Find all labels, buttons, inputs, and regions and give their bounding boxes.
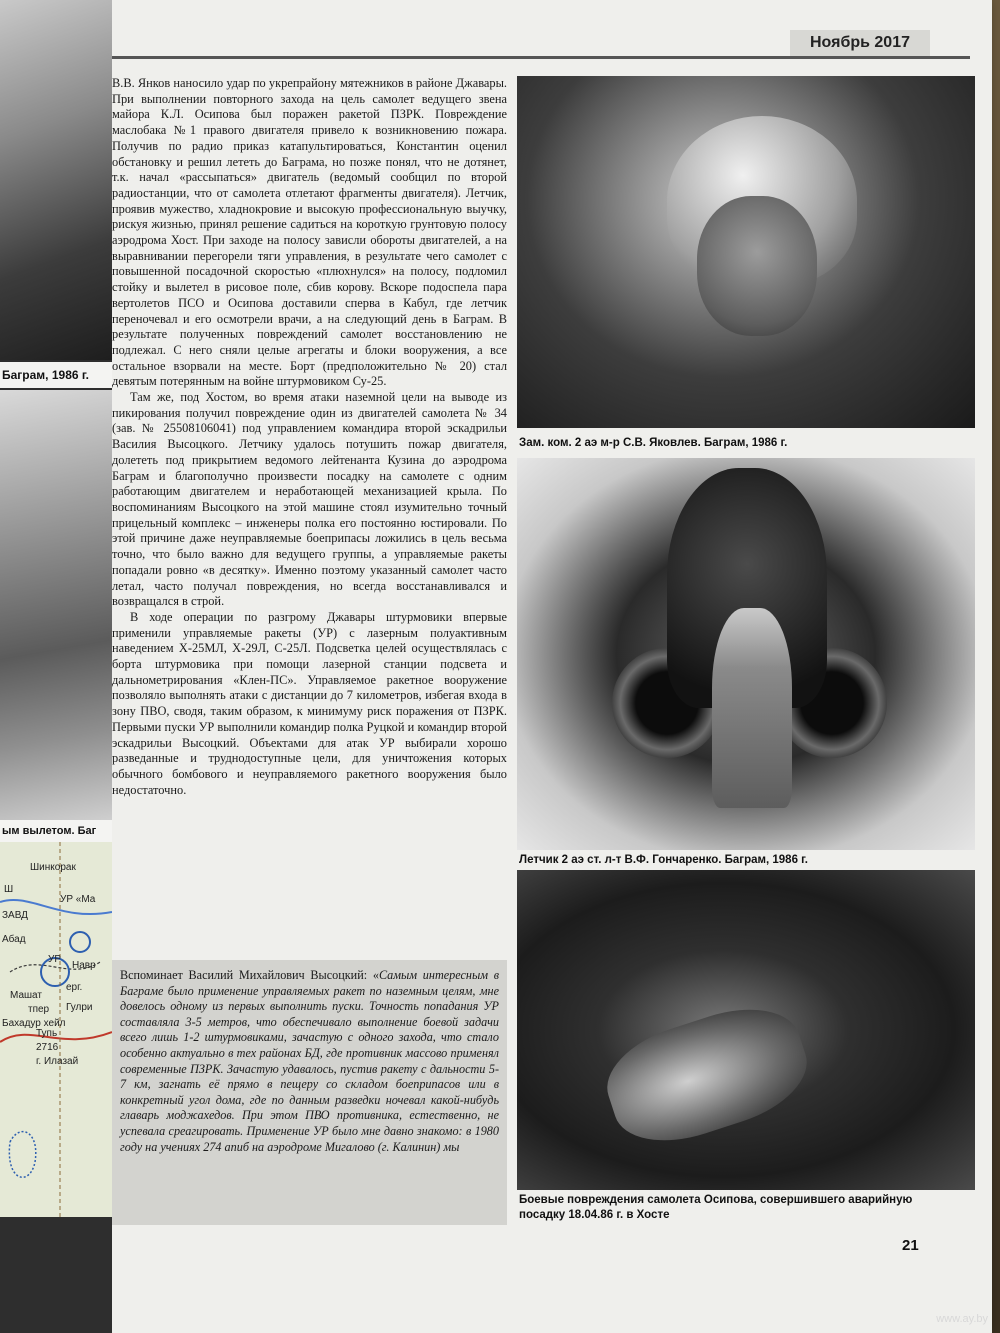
photo-caption-2: Летчик 2 аэ ст. л-т В.Ф. Гончаренко. Баграм, 1986 г. — [519, 854, 809, 866]
quote-text: Самым интересным в Баграме было применение управляемых ракет по наземным целям, мне довелось одному из первых выполнить пуски. Точность попадания УР составляла 3-5 метров, что обеспечивало выполнение боевой задачи всего лишь 1-2 штурмовиками, зачастую с одного захода, что стало особенно актуально в тех районах БД, где противник массово применял современные ПЗРК. Зачастую удавалось, пустив ракету с дальности 5-7 км, загнать её прямо в пещеру со складом боеприпасов или в конкретный угол дома, где по данным разведки ночевал какой-нибудь главарь моджахедов. При этом ПВО противника, естественно, не успевала среагировать. Применение УР было мне давно знакомо: в 1980 году на учениях 274 апиб на аэродроме Мигалово (г. Калинин) мы — [120, 968, 500, 1154]
left-photo-middle — [0, 390, 112, 820]
pilot-figure — [712, 608, 792, 808]
map-label: УР — [48, 954, 62, 965]
left-page-strip — [0, 0, 112, 1333]
map-label: 2716 — [36, 1042, 59, 1053]
photo-caption-3: Боевые повреждения самолета Осипова, совершившего аварийную посадку 18.04.86 г. в Хосте — [519, 1194, 913, 1221]
article-paragraph: В ходе операции по разгрому Джавары штурмовики впервые применили управляемые ракеты (УР) с лазерным полуактивным наведением Х-25МЛ, Х-29Л, С-25Л. Подсветка целей осуществлялась с борта штурмовика при помощи лазерной станции подсвета и дальнометрирования «Клен-ПС». Управляемое ракетное вооружение позволяло выполнять атаки с дистанции до 7 километров, избегая входа в зону ПВО, сводя, таким образом, к минимуму риск поражения от ПЗРК. Первыми пуски УР выполнили командир полка Руцкой и командир второй эскадрильи Высоцкий. Объектами для атак УР выбирали хорошо разведанные и труднодоступные цели, для уничтожения которых обычного бомбового и неуправляемого ракетного вооружения было недостаточно. — [112, 609, 507, 797]
issue-header: Ноябрь 2017 — [790, 30, 930, 56]
article-paragraph: В.В. Янков наносило удар по укрепрайону мятежников в районе Джавары. При выполнении повторного захода на цель самолет ведущего звена майора К.Л. Осипова был поражен ракетой ПЗРК. Повреждение маслобака №1 правого двигателя привело к возникновению пожара. Получив по радио приказ катапультироваться, Константин оценил обстановку и решил лететь до Баграма, но позже понял, что не дотянет, т.к. начал «рассыпаться» двигатель (ведомый сообщил по второй радиостанции, что от самолета отлетают фрагменты двигателя). Летчик, проявив мужество, хладнокровие и высокую профессиональную выучку, рискуя жизнью, принял решение садиться на короткую грунтовую полосу аэродрома Хост. При заходе на полосу зависли обороты двигателей, а на выравнивании перегорели тяги управления, в результате чего самолет с повышенной посадочной скоростью «плюхнулся» на полосу, подломил стойку и вылетел в рисовое поле, сбив корову. Вскоре подоспела пара вертолетов ПСО и Осипова доставили сперва в Кабул, где летчик переночевал и его осмотрели врачи, а на следующий день в Баграм. В результате полученных повреждений самолет восстановлению не подлежал. С него сняли целые агрегаты и блоки вооружения, а все остальное взорвали на месте. Борт (предположительно № 20) стал девятым потерянным на войне штурмовиком Су-25. — [112, 76, 507, 389]
watermark: www.ay.by — [936, 1313, 988, 1325]
left-map — [0, 842, 112, 1217]
map-label: ерг. — [66, 982, 83, 993]
engine-shape — [595, 992, 819, 1158]
page-number: 21 — [902, 1237, 919, 1254]
photo-damage — [517, 870, 975, 1190]
map-label: Абад — [2, 934, 26, 945]
photo-pilot-goncharenko — [517, 458, 975, 850]
article-paragraph: Там же, под Хостом, во время атаки наземной цели на выводе из пикирования получил повреждение один из двигателей самолета № 34 (зав. № 25508106041) под управлением командира второй эскадрильи Василия Высоцкого. Летчику удалось потушить пожар двигателя, долететь под прикрытием ведомого лейтенанта Кузина до аэродрома Баграм и благополучно произвести посадку на самолете с одним работающим двигателем и неработающей механизацией крыла. По воспоминаниям Высоцкого на этой машине стоял изумительно точный прицельный комплекс – инженеры полка его постоянно юстировали. По этой причине даже неуправляемые боеприпасы ложились в цель весьма точно, что было важно для ведущего группы, а управляемые ракеты попадали ровно «в десятку». Именно поэтому указанный самолет часто летал, часто получал повреждения, но всегда восстанавливался и возвращался в строй. — [112, 390, 507, 609]
header-rule — [112, 56, 970, 59]
article-column — [112, 76, 507, 798]
map-label: г. Илазай — [36, 1056, 79, 1067]
left-photo-top — [0, 0, 112, 360]
face-shape — [697, 196, 817, 336]
map-label: Бахадур хейл — [2, 1018, 66, 1029]
map-label: Ш — [4, 884, 14, 895]
map-label: Гулри — [66, 1002, 93, 1013]
photo-pilot-yakovlev — [517, 76, 975, 428]
left-caption-top: Баграм, 1986 г. — [0, 362, 112, 388]
left-caption-middle: ым вылетом. Баг — [0, 820, 112, 842]
map-label: Машат — [10, 990, 42, 1001]
quote-box — [112, 960, 507, 1225]
photo-caption-1: Зам. ком. 2 аэ м-р С.В. Яковлев. Баграм, 1986 г. — [519, 437, 788, 449]
map-label: Навр — [72, 960, 96, 971]
map-label: Тупь — [36, 1028, 58, 1039]
map-label: Шинкорак — [30, 862, 76, 873]
quote-intro: Вспоминает Василий Михайлович Высоцкий: « — [120, 968, 379, 982]
map-label: тпер — [28, 1004, 50, 1015]
map-label: ЗАВД — [2, 910, 28, 921]
map-label: УР «Ма — [60, 894, 96, 905]
